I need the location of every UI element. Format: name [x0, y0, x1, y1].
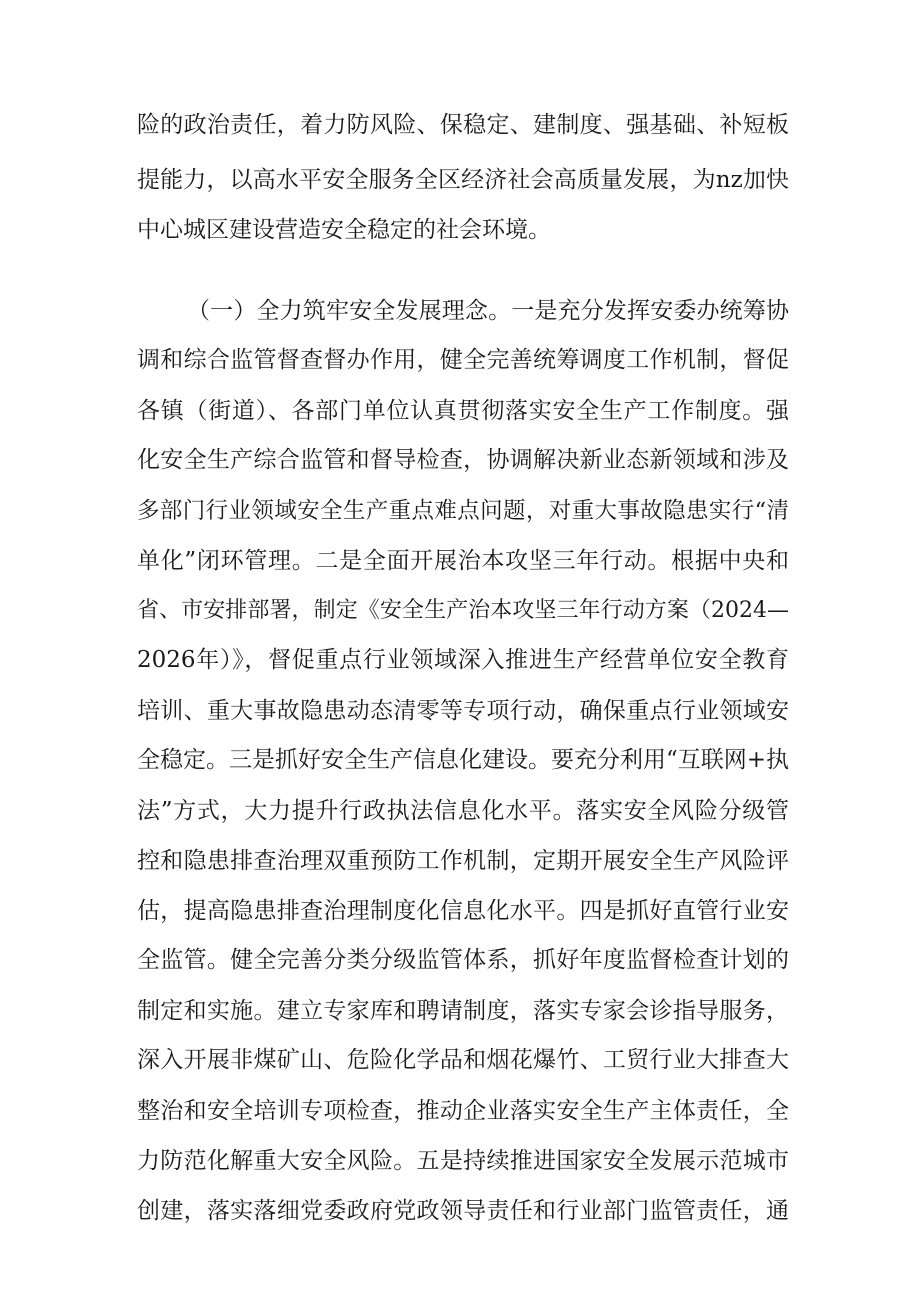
paragraph-2-line-13: 估，提高隐患排查治理制度化信息化水平。四是抓好直管行业安	[137, 898, 789, 924]
paragraph-2-line-14: 全监管。健全完善分类分级监管体系，抓好年度监督检查计划的	[137, 947, 789, 973]
paragraph-2-line-8: 2026年）》，督促重点行业领域深入推进生产经营单位安全教育	[137, 647, 789, 673]
paragraph-2-line-2: 调和综合监管督查督办作用，健全完善统筹调度工作机制，督促	[137, 347, 789, 373]
paragraph-2-line-7: 省、市安排部署，制定《安全生产治本攻坚三年行动方案（2024—	[137, 598, 789, 623]
paragraph-2-line-17: 整治和安全培训专项检查，推动企业落实安全生产主体责任，全	[137, 1098, 789, 1124]
paragraph-2-line-10: 全稳定。三是抓好安全生产信息化建设。要充分利用“互联网+执	[137, 747, 790, 773]
paragraph-1-line-3: 中心城区建设营造安全稳定的社会环境。	[137, 217, 551, 243]
paragraph-2-line-1: （一）全力筑牢安全发展理念。一是充分发挥安委办统筹协	[187, 298, 789, 324]
paragraph-2-line-12: 控和隐患排查治理双重预防工作机制，定期开展安全生产风险评	[137, 848, 789, 874]
paragraph-2-line-11: 法”方式，大力提升行政执法信息化水平。落实安全风险分级管	[137, 798, 789, 824]
paragraph-2-line-18: 力防范化解重大安全风险。五是持续推进国家安全发展示范城市	[137, 1148, 789, 1174]
paragraph-2-line-6: 单化”闭环管理。二是全面开展治本攻坚三年行动。根据中央和	[137, 548, 789, 574]
paragraph-1-line-1: 险的政治责任，着力防风险、保稳定、建制度、强基础、补短板	[137, 112, 789, 138]
paragraph-2-line-16: 深入开展非煤矿山、危险化学品和烟花爆竹、工贸行业大排查大	[137, 1047, 789, 1073]
paragraph-2-line-5: 多部门行业领域安全生产重点难点问题，对重大事故隐患实行“清	[137, 498, 789, 524]
paragraph-2-line-3: 各镇（街道）、各部门单位认真贯彻落实安全生产工作制度。强	[137, 398, 789, 424]
paragraph-2-line-19: 创建，落实落细党委政府党政领导责任和行业部门监管责任，通	[137, 1198, 789, 1224]
paragraph-2-line-4: 化安全生产综合监管和督导检查，协调解决新业态新领域和涉及	[137, 447, 789, 473]
paragraph-2-line-9: 培训、重大事故隐患动态清零等专项行动，确保重点行业领域安	[137, 698, 789, 724]
paragraph-1-line-2: 提能力，以高水平安全服务全区经济社会高质量发展，为nz加快	[137, 167, 789, 193]
paragraph-2-line-15: 制定和实施。建立专家库和聘请制度，落实专家会诊指导服务，	[137, 998, 789, 1024]
